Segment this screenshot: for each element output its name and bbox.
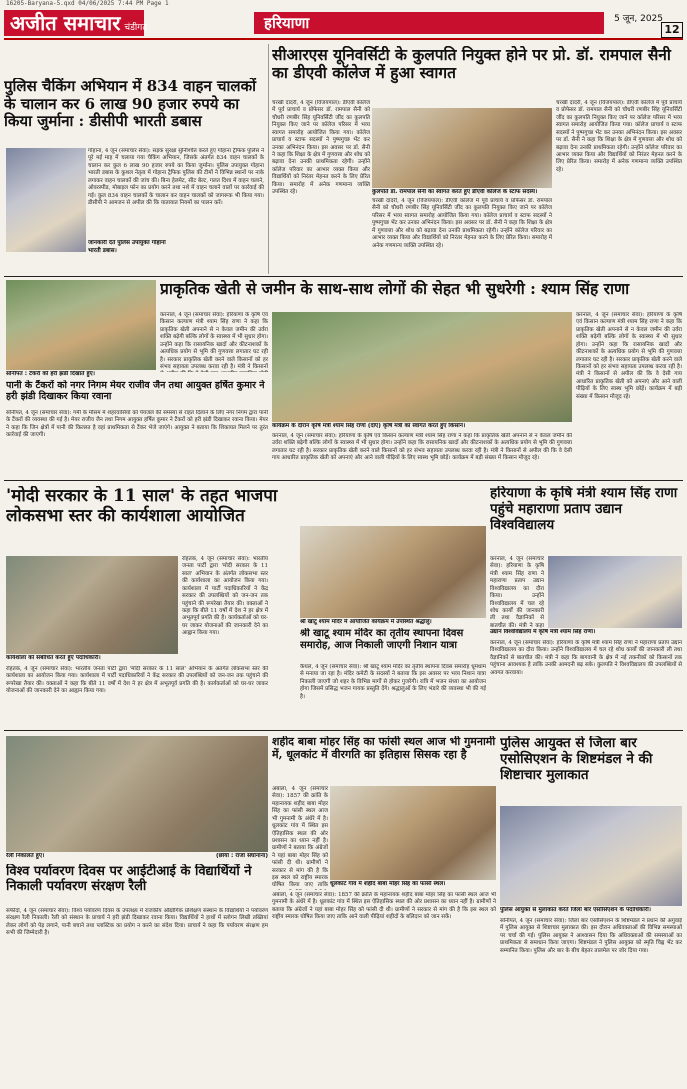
caption-mayor: सोनीपत : टैंकरों को हरी झंडी दिखाते हुए।	[6, 371, 95, 377]
body-vice-chancellor-3: चरखी दादरी, 4 जून (विजयपाल): डीएवी कॉलेज में पूर्व प्राचार्य व प्रोफेसर डॉ. रामपाल सैनी को चौधरी रणबीर सिंह यूनिवर्सिटी जींद का कुलपति नियुक्त किए जाने पर कॉलेज परिसर में भव्य स्वागत समारोह आयोजित किया गया। कॉलेज प्राचार्य व स्टाफ सदस्यों ने पुष्पगुच्छ भेंट कर उनका अभिनंदन किया। इस अवसर पर डॉ. सैनी ने कहा कि शिक्षा के क्षेत्र में गुणवत्ता और शोध को बढ़ावा देना उनकी प्राथमिकता रहेगी। उन्होंने कॉलेज परिवार का आभार व्यक्त किया और विद्यार्थियों को निरंतर मेहनत करने के लिए प्रेरित किया। समारोह में अनेक गणमान्य व्यक्ति उपस्थित रहे।	[556, 100, 682, 173]
headline-martyr: शहीद बाबा मोहर सिंह का फांसी स्थल आज भी गुमनामी में, धूलकांट में वीरगति का इतिहास सिसक रहा है	[272, 736, 496, 761]
headline-khatu-shyam: श्री खाटू श्याम मंदिर का तृतीय स्थापना दिवस समारोह, आज निकाली जाएगी निशान यात्रा	[300, 628, 464, 651]
edition-label: चंडीगढ़	[124, 23, 148, 33]
body-environment: सफीदों, 4 जून (समाचार सेवा): विश्व पर्यावरण दिवस के उपलक्ष्य में राजकीय औद्योगिक प्रशिक्षण संस्थान के विद्यार्थियों ने पर्यावरण संरक्षण रैली निकाली। रैली को संस्थान के प्राचार्य ने हरी झंडी दिखाकर रवाना किया। विद्यार्थियों ने हाथों में स्लोगन लिखी तख्तियां लेकर लोगों को पेड़ लगाने, पानी बचाने तथा प्लास्टिक का प्रयोग न करने का संदेश दिया। प्राचार्य ने कहा कि पर्यावरण संरक्षण हम सभी की जिम्मेदारी है।	[6, 908, 268, 937]
body-agri-minister: करनाल, 4 जून (समाचार सेवा): हरियाणा के कृषि मंत्री श्याम सिंह राणा ने महाराणा प्रताप उद्यान विश्वविद्यालय का दौरा किया। उन्होंने विश्वविद्यालय में चल रहे शोध कार्यों की जानकारी ली तथा वैज्ञानिकों से बातचीत की। मंत्री ने कहा	[490, 556, 544, 628]
body-police-drive: गोहाना, 4 जून (समाचार सेवा): सड़क सुरक्षा सुनिश्चित करते हुए गोहाना ट्रैफिक पुलिस ने पूरे मई माह में चलाया गया चैकिंग अभियान, जिसके अंतर्गत 834 वाहन चालकों के चालान कर कुल 6 लाख 90 हजार रुपये का किया जुर्माना। पुलिस उपायुक्त गोहाना भारती डबास के कुशल नेतृत्व में गोहाना ट्रैफिक पुलिस की टीमों ने विभिन्न स्थानों पर नाके लगाकर वाहन चालकों की जांच की। बिना हेलमेट, सीट बेल्ट, गलत दिशा में वाहन चलाने, ओवरस्पीड, मोबाइल फोन का प्रयोग करने तथा नशे में वाहन चलाने वालों पर कार्रवाई की गई। कुल 834 वाहन चालकों के चालान कर वाहन चालकों को जागरूक भी किया गया। डीसीपी ने आमजन से अपील की कि यातायात नियमों का पालन करें।	[88, 148, 264, 206]
caption-agri-minister: उद्यान विश्वविद्यालय में कृषि मंत्री श्याम सिंह राणा।	[490, 629, 596, 635]
section-divider	[4, 480, 683, 481]
photo-mayor-tankers	[6, 280, 156, 370]
body-modi-govt-2: रोहतक, 4 जून (समाचार सेवा): भारतीय जनता पार्टी द्वारा 'मोदी सरकार के 11 साल' अभियान के अंतर्गत लोकसभा स्तर की कार्यशाला का आयोजन किया गया। कार्यशाला में पार्टी पदाधिकारियों ने केंद्र सरकार की उपलब्धियों को जन-जन तक पहुंचाने की रूपरेखा तैयार की। वक्ताओं ने कहा कि बीते 11 वर्षों में देश ने हर क्षेत्र में अभूतपूर्व प्रगति की है। कार्यकर्ताओं को घर-घर जाकर योजनाओं की जानकारी देने का आह्वान किया गया।	[6, 666, 268, 695]
body-modi-govt: रोहतक, 4 जून (समाचार सेवा): भारतीय जनता पार्टी द्वारा 'मोदी सरकार के 11 साल' अभियान के अंतर्गत लोकसभा स्तर की कार्यशाला का आयोजन किया गया। कार्यशाला में पार्टी पदाधिकारियों ने केंद्र सरकार की उपलब्धियों को जन-जन तक पहुंचाने की रूपरेखा तैयार की। वक्ताओं ने कहा कि बीते 11 वर्षों में देश ने हर क्षेत्र में अभूतपूर्व प्रगति की है। कार्यकर्ताओं को घर-घर जाकर योजनाओं की जानकारी देने का आह्वान किया गया।	[182, 556, 268, 637]
photo-bjp-workshop	[6, 556, 178, 654]
section-divider	[4, 276, 683, 277]
issue-date: 5 जून, 2025	[614, 14, 663, 24]
body-vice-chancellor: चरखी दादरी, 4 जून (विजयपाल): डीएवी कॉलेज में पूर्व प्राचार्य व प्रोफेसर डॉ. रामपाल सैनी को चौधरी रणबीर सिंह यूनिवर्सिटी जींद का कुलपति नियुक्त किए जाने पर कॉलेज परिसर में भव्य स्वागत समारोह आयोजित किया गया। कॉलेज प्राचार्य व स्टाफ सदस्यों ने पुष्पगुच्छ भेंट कर उनका अभिनंदन किया। इस अवसर पर डॉ. सैनी ने कहा कि शिक्षा के क्षेत्र में गुणवत्ता और शोध को बढ़ावा देना उनकी प्राथमिकता रहेगी। उन्होंने कॉलेज परिवार का आभार व्यक्त किया और विद्यार्थियों को निरंतर मेहनत करने के लिए प्रेरित किया। समारोह में अनेक गणमान्य व्यक्ति उपस्थित रहे।	[272, 100, 370, 196]
headline-police-drive: पुलिस चैकिंग अभियान में 834 वाहन चालकों के चालान कर 6 लाख 90 हजार रुपये का किया जुर्माना : डीसीपी भारती डबास	[4, 78, 257, 131]
caption-khatu-shyam: श्री खाटू श्याम मंदिर में आयोजित कार्यक्रम में उपस्थित श्रद्धालु।	[300, 619, 432, 625]
caption-vice-chancellor: कुलपति डॉ. रामपाल सैनी का स्वागत करते हुए डीएवी कॉलेज के स्टाफ सदस्य।	[372, 189, 538, 195]
photo-dcp	[6, 148, 86, 252]
photo-hanging-site	[330, 786, 496, 880]
masthead-title: अजीत समाचार	[10, 11, 121, 35]
body-khatu-shyam: कैथल, 4 जून (समाचार सेवा): श्री खाटू श्याम मंदिर का तृतीय स्थापना दिवस समारोह धूमधाम से मनाया जा रहा है। मंदिर कमेटी के सदस्यों ने बताया कि इस अवसर पर भव्य निशान यात्रा निकाली जाएगी जो शहर के विभिन्न मार्गों से होकर गुजरेगी। रात्रि में भजन संध्या का आयोजन होगा जिसमें प्रसिद्ध भजन गायक प्रस्तुति देंगे। श्रद्धालुओं के लिए भंडारे की व्यवस्था भी की गई है।	[300, 664, 486, 700]
body-vice-chancellor-2: चरखी दादरी, 4 जून (विजयपाल): डीएवी कॉलेज में पूर्व प्राचार्य व प्रोफेसर डॉ. रामपाल सैनी को चौधरी रणबीर सिंह यूनिवर्सिटी जींद का कुलपति नियुक्त किए जाने पर कॉलेज परिसर में भव्य स्वागत समारोह आयोजित किया गया। कॉलेज प्राचार्य व स्टाफ सदस्यों ने पुष्पगुच्छ भेंट कर उनका अभिनंदन किया। इस अवसर पर डॉ. सैनी ने कहा कि शिक्षा के क्षेत्र में गुणवत्ता और शोध को बढ़ावा देना उनकी प्राथमिकता रहेगी। उन्होंने कॉलेज परिवार का आभार व्यक्त किया और विद्यार्थियों को निरंतर मेहनत करने के लिए प्रेरित किया। समारोह में अनेक गणमान्य व्यक्ति उपस्थित रहे।	[372, 198, 552, 249]
section-banner: हरियाणा	[254, 12, 604, 34]
body-bar-association: सोनीपत, 4 जून (समाचार सेवा): जिला बार एसोसिएशन के शिष्टमंडल ने प्रधान की अगुवाई में पुलिस आयुक्त से शिष्टाचार मुलाकात की। इस दौरान अधिवक्ताओं की विभिन्न समस्याओं पर चर्चा की गई। पुलिस आयुक्त ने आश्वासन दिया कि अधिवक्ताओं की समस्याओं का प्राथमिकता से समाधान किया जाएगा। शिष्टमंडल ने पुलिस आयुक्त को स्मृति चिह्न भेंट कर सम्मानित किया। पुलिस और बार के बीच बेहतर तालमेल पर जोर दिया गया।	[500, 918, 682, 954]
caption-bar-association: पुलिस आयुक्त से मुलाकात करते जिला बार एसोसिएशन के पदाधिकारी।	[500, 907, 651, 913]
headline-vice-chancellor: सीआरएस यूनिवर्सिटी के कुलपति नियुक्त होने पर प्रो. डॉ. रामपाल सैनी का डीएवी कॉलेज में हुआ स्वागत	[272, 46, 671, 83]
headline-bar-association: पुलिस आयुक्त से जिला बार एसोसिएशन के शिष्टमंडल ने की शिष्टाचार मुलाकात	[500, 736, 653, 783]
photo-university	[548, 556, 682, 628]
body-natural-farming-2: करनाल, 4 जून (समाचार सेवा): हरियाणा के कृषि एवं किसान कल्याण मंत्री श्याम सिंह राणा ने कहा कि प्राकृतिक खेती अपनाने से न केवल जमीन की उर्वरा शक्ति बढ़ेगी बल्कि लोगों के स्वास्थ्य में भी सुधार होगा। उन्होंने कहा कि रासायनिक खादों और कीटनाशकों के अत्यधिक प्रयोग से भूमि की गुणवत्ता लगातार घट रही है। सरकार प्राकृतिक खेती करने वाले किसानों को हर संभव सहायता उपलब्ध करवा रही है। मंत्री ने किसानों से अपील की कि वे देसी गाय आधारित प्राकृतिक खेती को अपनाएं और आने वाली पीढ़ियों के लिए स्वस्थ भूमि छोड़ें। कार्यक्रम में बड़ी संख्या में किसान मौजूद रहे।	[272, 433, 572, 462]
body-martyr-2: अंबाला, 4 जून (समाचार सेवा): 1857 की क्रांति के महानायक शहीद बाबा मोहर सिंह का फांसी स्थल आज भी गुमनामी के अंधेरे में है। धूलकांट गांव में स्थित इस ऐतिहासिक स्थल की ओर प्रशासन का ध्यान नहीं है। ग्रामीणों ने बताया कि अंग्रेजों ने यहां बाबा मोहर सिंह को फांसी दी थी। ग्रामीणों ने सरकार से मांग की है कि इस स्थल को राष्ट्रीय स्मारक घोषित किया जाए ताकि आने वाली पीढ़ियां शहीदों के बलिदान को जान सकें।	[272, 892, 496, 921]
photo-bar-association	[500, 806, 682, 906]
page-header	[4, 8, 683, 40]
body-martyr: अंबाला, 4 जून (समाचार सेवा): 1857 की क्रांति के महानायक शहीद बाबा मोहर सिंह का फांसी स्थल आज भी गुमनामी के अंधेरे में है। धूलकांट गांव में स्थित इस ऐतिहासिक स्थल की ओर प्रशासन का ध्यान नहीं है। ग्रामीणों ने बताया कि अंग्रेजों ने यहां बाबा मोहर सिंह को फांसी दी थी। ग्रामीणों ने सरकार से मांग की है कि इस स्थल को राष्ट्रीय स्मारक घोषित किया जाए ताकि	[272, 786, 328, 889]
photo-rally	[6, 736, 268, 852]
column-divider	[268, 44, 269, 274]
headline-agri-minister: हरियाणा के कृषि मंत्री श्याम सिंह राणा पहुंचे महाराणा प्रताप उद्यान विश्वविद्यालय	[490, 486, 678, 533]
body-agri-minister-2: करनाल, 4 जून (समाचार सेवा): हरियाणा के कृषि मंत्री श्याम सिंह राणा ने महाराणा प्रताप उद्यान विश्वविद्यालय का दौरा किया। उन्होंने विश्वविद्यालय में चल रहे शोध कार्यों की जानकारी ली तथा वैज्ञानिकों से बातचीत की। मंत्री ने कहा कि बागवानी के क्षेत्र में नई तकनीकों को किसानों तक पहुंचाना आवश्यक है ताकि उनकी आमदनी बढ़ सके। कुलपति ने विश्वविद्यालय की उपलब्धियों से अवगत करवाया।	[490, 640, 682, 676]
photo-dav-college	[372, 108, 552, 188]
masthead	[4, 10, 148, 36]
body-natural-farming-3: करनाल, 4 जून (समाचार सेवा): हरियाणा के कृषि एवं किसान कल्याण मंत्री श्याम सिंह राणा ने कहा कि प्राकृतिक खेती अपनाने से न केवल जमीन की उर्वरा शक्ति बढ़ेगी बल्कि लोगों के स्वास्थ्य में भी सुधार होगा। उन्होंने कहा कि रासायनिक खादों और कीटनाशकों के अत्यधिक प्रयोग से भूमि की गुणवत्ता लगातार घट रही है। सरकार प्राकृतिक खेती करने वाले किसानों को हर संभव सहायता उपलब्ध करवा रही है। मंत्री ने किसानों से अपील की कि वे देसी गाय आधारित प्राकृतिक खेती को अपनाएं और आने वाली पीढ़ियों के लिए स्वस्थ भूमि छोड़ें। कार्यक्रम में बड़ी संख्या में किसान मौजूद रहे।	[576, 312, 682, 400]
headline-natural-farming: प्राकृतिक खेती से जमीन के साथ-साथ लोगों की सेहत भी सुधरेगी : श्याम सिंह राणा	[160, 280, 630, 298]
headline-modi-govt: 'मोदी सरकार के 11 साल' के तहत भाजपा लोकसभा स्तर की कार्यशाला आयोजित	[6, 486, 278, 527]
caption-modi-govt: कार्यशाला को संबोधित करते हुए पदाधिकारी।	[6, 655, 101, 661]
headline-mayor: पानी के टैंकरों को नगर निगम मेयर राजीव जैन तथा आयुक्त हर्षित कुमार ने हरी झंडी दिखाकर किया रवाना	[6, 380, 265, 403]
caption-environment: रैली निकालते हुए।	[6, 853, 45, 859]
body-natural-farming: करनाल, 4 जून (समाचार सेवा): हरियाणा के कृषि एवं किसान कल्याण मंत्री श्याम सिंह राणा ने कहा कि प्राकृतिक खेती अपनाने से न केवल जमीन की उर्वरा शक्ति बढ़ेगी बल्कि लोगों के स्वास्थ्य में भी सुधार होगा। उन्होंने कहा कि रासायनिक खादों और कीटनाशकों के अत्यधिक प्रयोग से भूमि की गुणवत्ता लगातार घट रही है। सरकार प्राकृतिक खेती करने वाले किसानों को हर संभव सहायता उपलब्ध करवा रही है। मंत्री ने किसानों	[160, 312, 268, 370]
caption-natural-farming: कार्यक्रम के दौरान कृषि मंत्री श्याम सिंह राणा (दाएं) कृषि मंत्री का स्वागत करते हुए किसान।	[272, 423, 466, 429]
photo-farming-event	[272, 312, 572, 422]
section-divider	[4, 730, 683, 731]
caption-credit-environment: (छाया : राजा संघानाना)	[215, 853, 268, 859]
caption-police-drive: जानकारी देते पुलिस उपायुक्त गोहाना भारती डबास।	[88, 240, 166, 254]
photo-khatu-shyam	[300, 526, 486, 618]
body-mayor: सोनीपत, 4 जून (समाचार सेवा): गर्मी के मौसम में शहरवासियों को पेयजल की समस्या से राहत दिलाने के लिए नगर निगम द्वारा पानी के टैंकरों की व्यवस्था की गई है। मेयर राजीव जैन तथा निगम आयुक्त हर्षित कुमार ने टैंकरों को हरी झंडी दिखाकर रवाना किया। मेयर ने कहा कि जिन क्षेत्रों में पानी की किल्लत है वहां प्राथमिकता से टैंकर भेजे जाएंगे। आयुक्त ने बताया कि शिकायत मिलने पर तुरंत कार्रवाई की जाएगी।	[6, 410, 268, 439]
caption-martyr: धूलकांट गांव में शहीद बाबा मोहर सिंह का फांसी स्थल।	[330, 881, 446, 887]
file-slug-line: 16205-Baryana-5.qxd 04/06/2025 7:44 PM Page 1	[6, 0, 169, 7]
headline-environment: विश्व पर्यावरण दिवस पर आईटीआई के विद्यार्थियों ने निकाली पर्यावरण संरक्षण रैली	[6, 864, 252, 895]
page-number: 12	[661, 22, 683, 38]
